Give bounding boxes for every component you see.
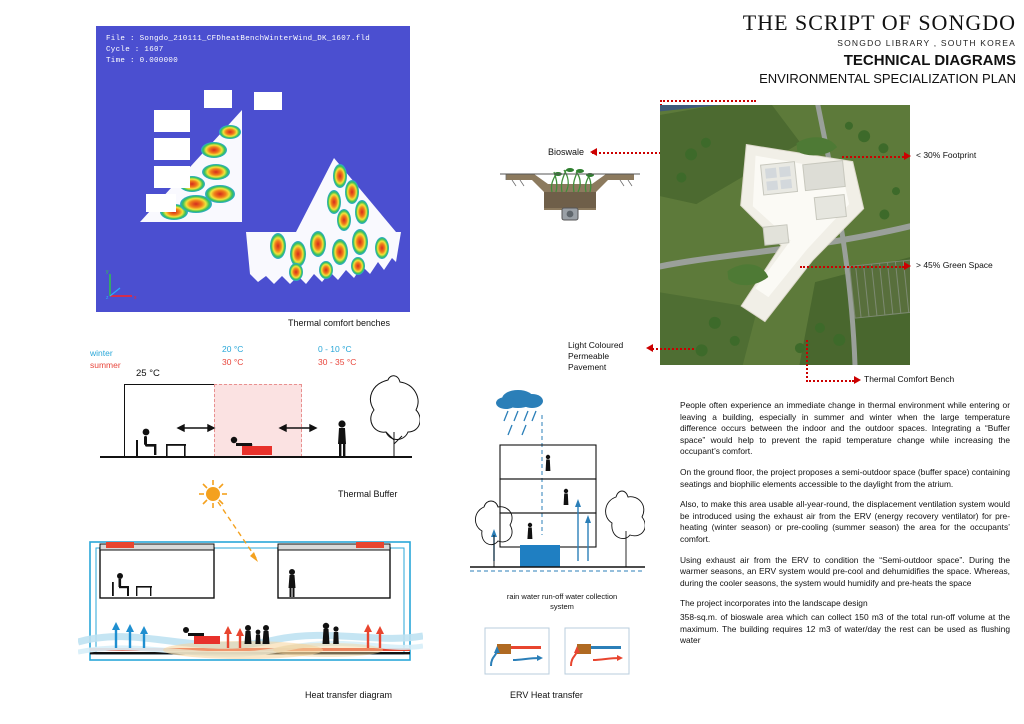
- green-space-arrow: [904, 262, 911, 270]
- indoor-temp-label: 25 °C: [136, 368, 160, 379]
- thermal-buffer-caption: Thermal Buffer: [338, 489, 398, 499]
- cfd-cycle-line: Cycle : 1607: [106, 46, 164, 54]
- thermal-buffer-diagram: [90, 340, 420, 480]
- buffer-winter-temp: 20 °C: [222, 344, 244, 354]
- footprint-leader: [842, 156, 904, 158]
- description-p1: People often experience an immediate change in thermal environment while entering or leaving a building, especially in summer and winter when the large temperature difference occurs between the indoor and the outdoor spaces. Integrating a “Buffer space” would help to prevent the rapid temperature change while increasing the occupant’s comfort.: [680, 400, 1010, 457]
- callout-bench: Thermal Comfort Bench: [864, 374, 955, 384]
- legend-winter: winter: [90, 348, 113, 358]
- cfd-metadata: [106, 34, 370, 67]
- bioswale-leader-line: [592, 152, 664, 154]
- outdoor-summer-temp: 30 - 35 °C: [318, 357, 357, 367]
- callout-pavement-line2: Permeable: [568, 351, 610, 361]
- cloud-icon: [496, 390, 543, 409]
- bench-arrow: [854, 376, 861, 384]
- legend-summer: summer: [90, 360, 121, 370]
- section-title: TECHNICAL DIAGRAMS: [843, 52, 1016, 69]
- description-p5: The project incorporates into the landscape design: [680, 598, 868, 609]
- rainwater-diagram: [470, 385, 645, 600]
- bioswale-section: [500, 150, 640, 240]
- bench-leader: [806, 380, 854, 382]
- pavement-arrow: [646, 344, 653, 352]
- site-plan-image: [660, 105, 910, 365]
- cfd-plot: [96, 26, 410, 312]
- cfd-file-line: File : Songdo_210111_CFDheatBenchWinterWind_DK_1607.fld: [106, 35, 371, 43]
- bioswale-arrow: [590, 148, 597, 156]
- cfd-time-line: Time : 0.000000: [106, 57, 179, 65]
- heat-transfer-figure: [78, 520, 423, 680]
- bioswale-label: Bioswale: [548, 147, 585, 157]
- bench-leader-v: [806, 340, 808, 382]
- description-p3: Also, to make this area usable all-year-round, the displacement ventilation system would be introduced using the exhaust air from the ERV (energy recovery ventilator) for pre-heating (winter season) or pre-cooling (summer season) the area for the occupants’ comfort.: [680, 499, 1010, 544]
- outdoor-winter-temp: 0 - 10 °C: [318, 344, 352, 354]
- erv-diagram: [483, 626, 633, 686]
- heat-transfer-diagram: [78, 520, 423, 680]
- description-p2: On the ground floor, the project proposes a semi-outdoor space (buffer space) containing seatings and biophilic elements accessible to the daylight from the atrium.: [680, 466, 1010, 489]
- bioswale-leader-line-top: [660, 100, 756, 102]
- callout-footprint: < 30% Footprint: [916, 150, 977, 160]
- footprint-arrow: [904, 152, 911, 160]
- page-title: THE SCRIPT OF SONGDO: [742, 10, 1016, 35]
- bioswale-diagram: [500, 150, 640, 240]
- site-plan-drawing: [660, 105, 910, 365]
- axis-indicator-icon: [106, 266, 140, 300]
- description-p4: Using exhaust air from the ERV to condition the “Semi-outdoor space”. During the warmer seasons, an ERV system would pre-cool and dehumidifies the space. Whereas, during the cooler seasons, the system would humidify and pre-heats the space: [680, 554, 1010, 588]
- callout-pavement-line3: Pavement: [568, 362, 607, 372]
- erv-figure: [483, 626, 633, 686]
- poster-header: [743, 10, 1016, 86]
- description-text: [680, 400, 1010, 656]
- pavement-leader: [652, 348, 694, 350]
- thermal-buffer-figures: [90, 340, 420, 480]
- callout-green-space: > 45% Green Space: [916, 260, 993, 270]
- section-subtitle: ENVIRONMENTAL SPECIALIZATION PLAN: [759, 71, 1016, 86]
- callout-pavement-line1: Light Coloured: [568, 340, 624, 350]
- cfd-caption: Thermal comfort benches: [288, 318, 391, 328]
- sun-icon: [199, 480, 227, 508]
- svg-text:z: z: [106, 295, 109, 300]
- heat-transfer-caption: Heat transfer diagram: [305, 690, 393, 700]
- erv-caption: ERV Heat transfer: [510, 690, 583, 700]
- svg-text:y: y: [106, 269, 109, 275]
- rainwater-caption: rain water run-off water collection system: [506, 592, 618, 611]
- description-p6: 358-sq.m. of bioswale area which can collect 150 m3 of the total run-off volume at the maximum. The building requires 12 m3 of water/day the rest can be used as flushing water: [680, 611, 1010, 646]
- callout-pavement: [568, 340, 623, 373]
- green-space-leader: [800, 266, 904, 268]
- svg-text:x: x: [134, 295, 137, 300]
- buffer-summer-temp: 30 °C: [222, 357, 244, 367]
- cfd-simulation-panel: [96, 26, 410, 312]
- rainwater-section: [470, 385, 645, 600]
- page-subtitle: SONGDO LIBRARY , SOUTH KOREA: [837, 38, 1016, 48]
